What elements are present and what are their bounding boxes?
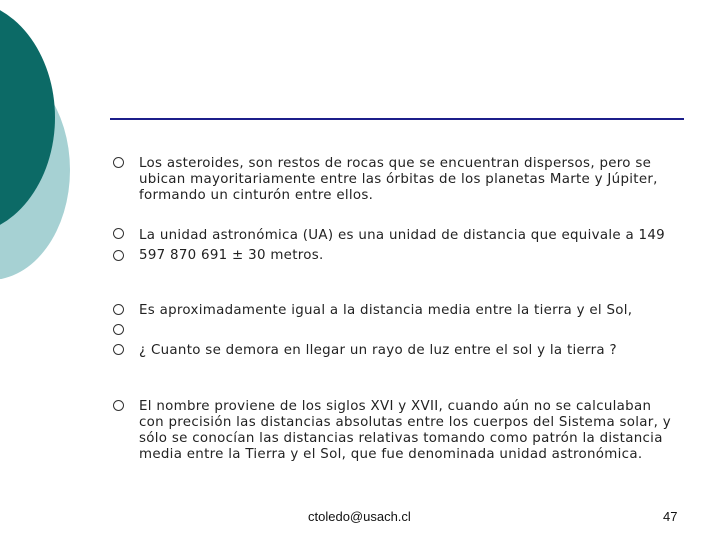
- page-number: 47: [663, 509, 678, 524]
- bullet-text-origen-nombre: El nombre proviene de los siglos XVI y XVII, cuando aún no se calculaban con precisión las distancias absolutas entre los cuerpos del Sistema solar, y sólo se conocían las distancias relativas tomando como patrón la distancia media entre la Tierra y el Sol, que fue denominada unidad astronómica.: [139, 399, 671, 462]
- bullet-text-distancia-media: Es aproximadamente igual a la distancia media entre la tierra y el Sol,: [139, 303, 633, 318]
- bullet-marker-icon: [113, 250, 124, 261]
- bullet-marker-icon: [113, 400, 124, 411]
- bullet-marker-icon: [113, 228, 124, 239]
- bullet-text-unidad-astronomica: La unidad astronómica (UA) es una unidad de distancia que equivale a 149 597 870 691 ± 30 metros.: [139, 228, 665, 263]
- bullet-marker-icon: [113, 304, 124, 315]
- bullet-text-pregunta-luz: ¿ Cuanto se demora en llegar un rayo de luz entre el sol y la tierra ?: [139, 343, 617, 358]
- bullet-text-asteroides: Los asteroides, son restos de rocas que se encuentran dispersos, pero se ubican mayoritariamente entre las órbitas de los planetas Marte y Júpiter, formando un cinturón entre ellos.: [139, 156, 658, 203]
- footer-email: ctoledo@usach.cl: [308, 509, 411, 524]
- bullet-marker-icon: [113, 344, 124, 355]
- bullet-marker-icon: [113, 157, 124, 168]
- title-divider: [110, 118, 684, 120]
- bullet-marker-icon: [113, 324, 124, 335]
